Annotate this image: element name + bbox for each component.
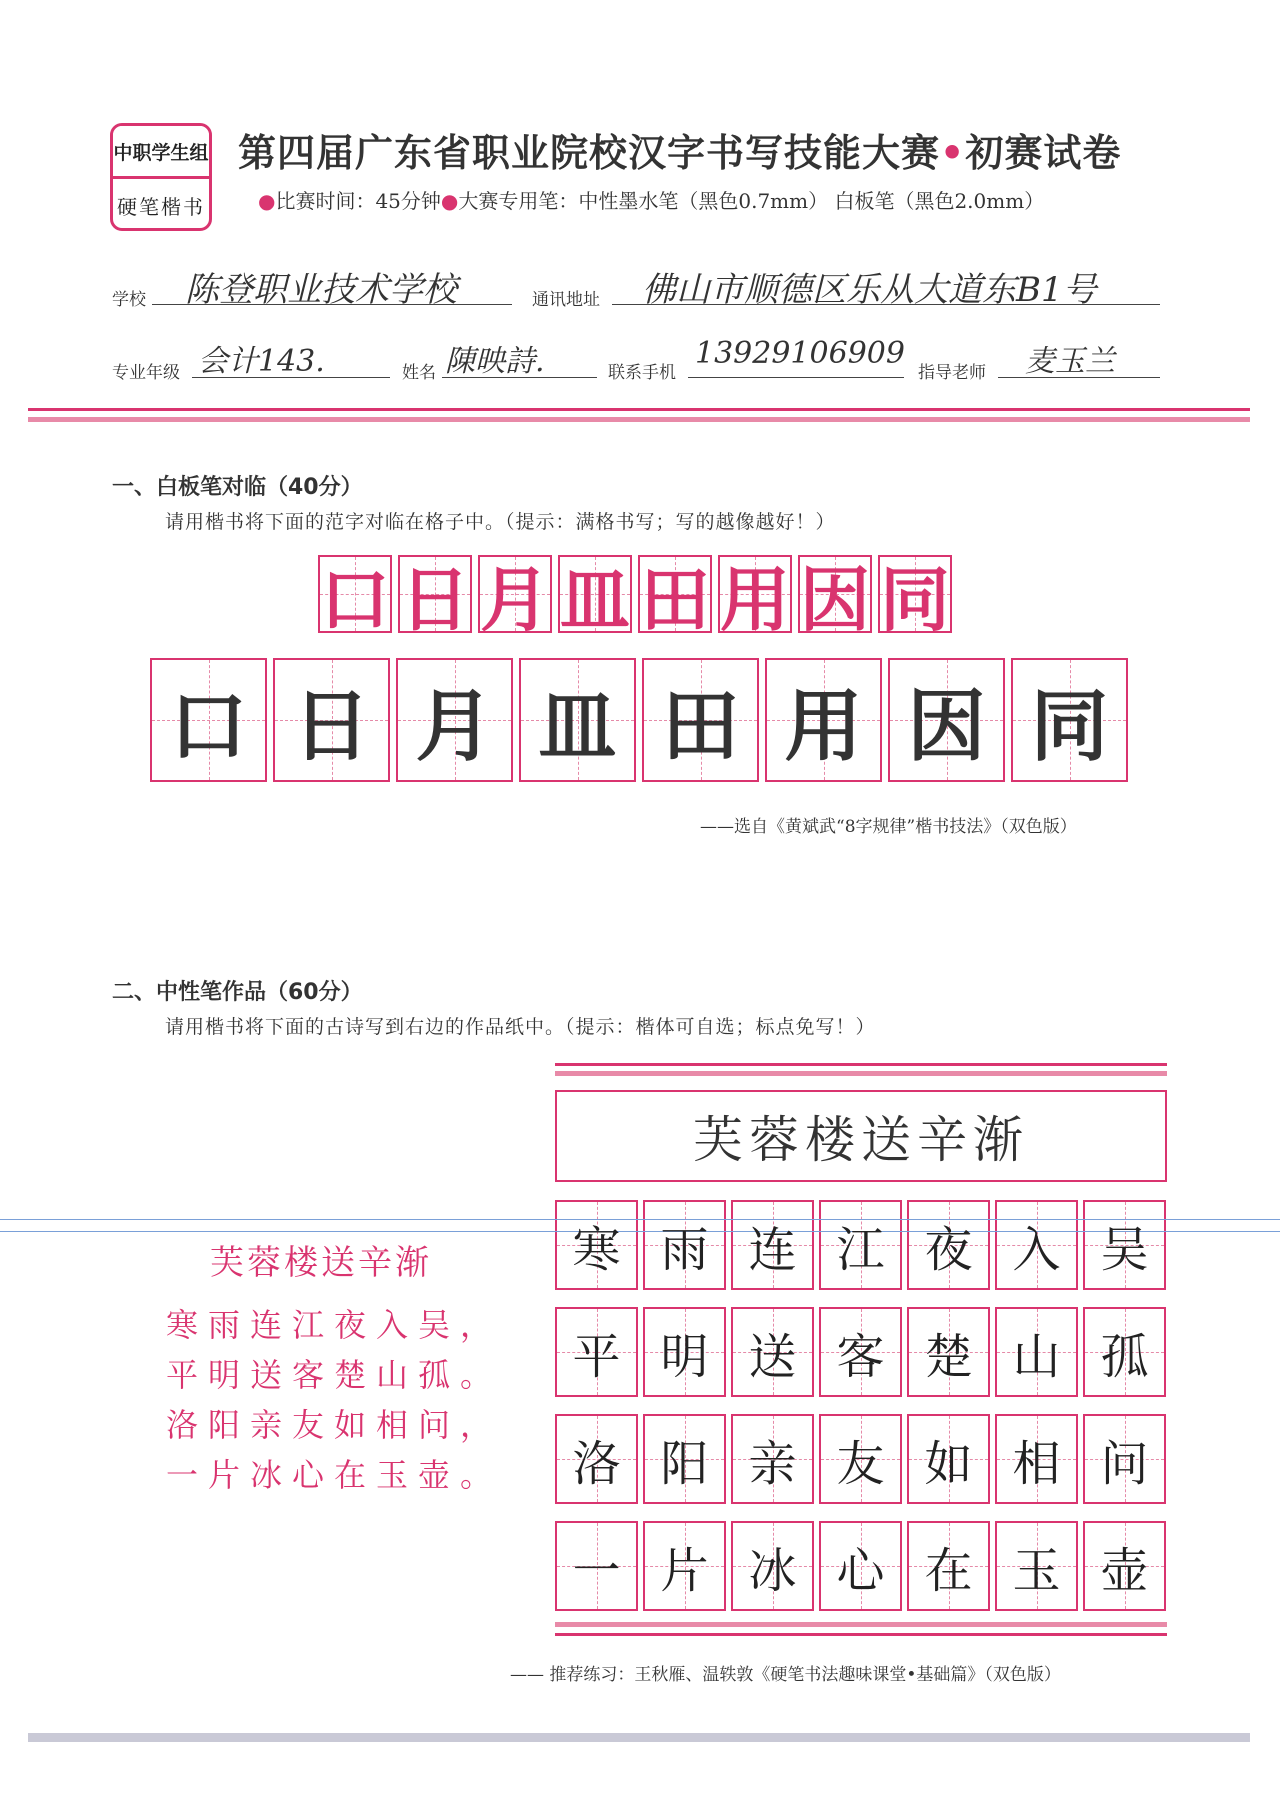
work-cell[interactable]: [1083, 1200, 1166, 1290]
model-cell: [398, 555, 472, 641]
work-cell[interactable]: [555, 1414, 638, 1504]
work-char: 楚: [924, 1328, 973, 1385]
phone-line: [688, 377, 904, 378]
practice-char: 日: [292, 682, 371, 772]
work-char: 夜: [924, 1221, 973, 1278]
work-char: 阳: [660, 1435, 709, 1492]
paper-border: [555, 1071, 1167, 1076]
work-char: 送: [748, 1328, 797, 1385]
model-char: 田: [640, 558, 710, 641]
teacher-field[interactable]: 麦玉兰: [1025, 344, 1115, 379]
practice-char: 口: [169, 682, 248, 772]
work-cell[interactable]: [555, 1521, 638, 1611]
model-char: 月: [480, 558, 550, 641]
work-char: 吴: [1100, 1221, 1149, 1278]
work-cell[interactable]: [555, 1200, 638, 1290]
work-cell[interactable]: [643, 1200, 726, 1290]
work-char: 壶: [1100, 1542, 1149, 1599]
practice-grid[interactable]: [150, 658, 1128, 782]
work-char: 孤: [1100, 1328, 1149, 1385]
work-cell[interactable]: [643, 1307, 726, 1397]
paper-border: [555, 1633, 1167, 1636]
work-cell[interactable]: [819, 1200, 902, 1290]
section2-desc: 请用楷书将下面的古诗写到右边的作品纸中。（提示：楷体可自选；标点免写！）: [165, 1016, 876, 1038]
work-char: 平: [572, 1328, 621, 1385]
poem-line: 洛阳亲友如相问，: [166, 1406, 503, 1444]
work-char: 亲: [748, 1435, 797, 1492]
poem-line: 平明送客楚山孤。: [166, 1356, 503, 1394]
practice-cell[interactable]: [396, 658, 513, 782]
work-char: 心: [836, 1542, 885, 1599]
work-cell[interactable]: [731, 1414, 814, 1504]
work-cell[interactable]: [907, 1414, 990, 1504]
work-char: 玉: [1012, 1542, 1061, 1599]
model-char: 日: [400, 558, 470, 641]
poem-line: 一片冰心在玉壶。: [166, 1456, 503, 1494]
scan-line: [0, 1219, 1280, 1220]
practice-cell[interactable]: [1011, 658, 1128, 782]
practice-char: 用: [784, 682, 863, 772]
section2-title: 二、中性笔作品（60分）: [112, 980, 363, 1005]
work-char: 江: [836, 1221, 885, 1278]
header-divider: [28, 408, 1250, 411]
work-char: 片: [660, 1542, 709, 1599]
work-cell[interactable]: [995, 1521, 1078, 1611]
work-cell[interactable]: [643, 1521, 726, 1611]
practice-cell[interactable]: [150, 658, 267, 782]
work-row[interactable]: [555, 1307, 1166, 1397]
practice-char: 皿: [538, 682, 617, 772]
practice-cell[interactable]: [642, 658, 759, 782]
recommend-source: —— 推荐练习：王秋雁、温轶敦《硬笔书法趣味课堂•基础篇》（双色版）: [510, 1665, 1061, 1685]
model-source: ——选自《黄斌武“8字规律”楷书技法》（双色版）: [700, 817, 1077, 837]
work-cell[interactable]: [731, 1521, 814, 1611]
work-char: 如: [924, 1435, 973, 1492]
work-cell[interactable]: [819, 1521, 902, 1611]
model-cell: [798, 555, 872, 641]
model-char: 皿: [560, 558, 630, 641]
work-char: 寒: [572, 1221, 621, 1278]
work-char: 问: [1100, 1435, 1149, 1492]
work-cell[interactable]: [1083, 1521, 1166, 1611]
work-cell[interactable]: [643, 1414, 726, 1504]
school-label: 学校: [112, 290, 146, 310]
work-cell[interactable]: [995, 1414, 1078, 1504]
practice-cell[interactable]: [765, 658, 882, 782]
model-cell: [478, 555, 552, 641]
model-char: 口: [320, 558, 390, 641]
work-char: 连: [748, 1221, 797, 1278]
paper-border: [555, 1063, 1167, 1066]
model-char: 因: [800, 558, 870, 641]
contest-info: [258, 185, 1044, 214]
bullet-icon: ●: [440, 189, 459, 213]
work-cell[interactable]: [1083, 1414, 1166, 1504]
name-label: 姓名: [402, 363, 436, 383]
model-cell: [878, 555, 952, 641]
title-dot: •: [940, 131, 966, 175]
work-char: 入: [1012, 1221, 1061, 1278]
practice-char: 因: [907, 682, 986, 772]
phone-field[interactable]: 13929106909: [695, 336, 905, 371]
practice-char: 同: [1030, 682, 1109, 772]
address-label: 通讯地址: [532, 290, 600, 310]
major-label: 专业年级: [112, 363, 180, 383]
practice-cell[interactable]: [519, 658, 636, 782]
work-cell[interactable]: [731, 1200, 814, 1290]
work-char: 客: [836, 1328, 885, 1385]
poem-line: 寒雨连江夜入吴，: [166, 1306, 503, 1344]
work-cell[interactable]: [731, 1307, 814, 1397]
work-row[interactable]: [555, 1200, 1166, 1290]
work-cell[interactable]: [819, 1307, 902, 1397]
model-cell: [718, 555, 792, 641]
scan-line: [0, 1231, 1280, 1232]
model-cell: [318, 555, 392, 641]
teacher-label: 指导老师: [918, 363, 986, 383]
practice-char: 月: [415, 682, 494, 772]
model-cell: [558, 555, 632, 641]
work-row[interactable]: [555, 1521, 1166, 1611]
work-cell[interactable]: [995, 1200, 1078, 1290]
work-cell[interactable]: [555, 1307, 638, 1397]
work-title: 芙蓉楼送辛渐: [693, 1111, 1029, 1169]
contest-pen: 大赛专用笔：中性墨水笔（黑色0.7mm） 白板笔（黑色2.0mm）: [458, 189, 1045, 213]
badge-category-label: 硬笔楷书: [117, 194, 205, 219]
badge-group-label: 中职学生组: [113, 126, 209, 179]
work-char: 冰: [748, 1542, 797, 1599]
address-field[interactable]: 佛山市顺德区乐从大道东B1号: [642, 270, 1097, 310]
model-char: 用: [720, 558, 790, 641]
work-cell[interactable]: [907, 1200, 990, 1290]
practice-cell[interactable]: [888, 658, 1005, 782]
work-row[interactable]: [555, 1414, 1166, 1504]
phone-label: 联系手机: [608, 363, 676, 383]
work-char: 友: [836, 1435, 885, 1492]
work-char: 明: [660, 1328, 709, 1385]
footer-bar: [28, 1733, 1250, 1742]
major-field[interactable]: 会计143.: [198, 344, 325, 379]
model-grid: [318, 555, 952, 641]
work-cell[interactable]: [1083, 1307, 1166, 1397]
work-cell[interactable]: [819, 1414, 902, 1504]
work-cell[interactable]: [907, 1521, 990, 1611]
section1-desc: 请用楷书将下面的范字对临在格子中。（提示：满格书写；写的越像越好！）: [165, 511, 836, 533]
work-char: 雨: [660, 1221, 709, 1278]
work-cell[interactable]: [907, 1307, 990, 1397]
contest-time: 比赛时间：45分钟: [275, 189, 441, 213]
work-char: 一: [572, 1542, 621, 1599]
header-divider: [28, 417, 1250, 422]
work-char: 山: [1012, 1328, 1061, 1385]
work-char: 洛: [572, 1435, 621, 1492]
group-badge: [110, 123, 212, 231]
work-char: 在: [924, 1542, 973, 1599]
work-char: 相: [1012, 1435, 1061, 1492]
work-cell[interactable]: [995, 1307, 1078, 1397]
work-title-box[interactable]: [555, 1090, 1167, 1182]
section1-title: 一、白板笔对临（40分）: [112, 475, 363, 500]
practice-char: 田: [661, 682, 740, 772]
title-main: 第四届广东省职业院校汉字书写技能大赛: [238, 131, 941, 175]
poem-reference-title: 芙蓉楼送辛渐: [210, 1243, 432, 1283]
model-cell: [638, 555, 712, 641]
school-field[interactable]: 陈登职业技术学校: [185, 270, 457, 310]
paper-border: [555, 1622, 1167, 1627]
model-char: 同: [880, 558, 950, 641]
name-field[interactable]: 陳映詩.: [445, 344, 545, 379]
bullet-icon: ●: [258, 189, 276, 213]
title-tail: 初赛试卷: [965, 131, 1122, 175]
page-title: [238, 122, 1121, 177]
practice-cell[interactable]: [273, 658, 390, 782]
